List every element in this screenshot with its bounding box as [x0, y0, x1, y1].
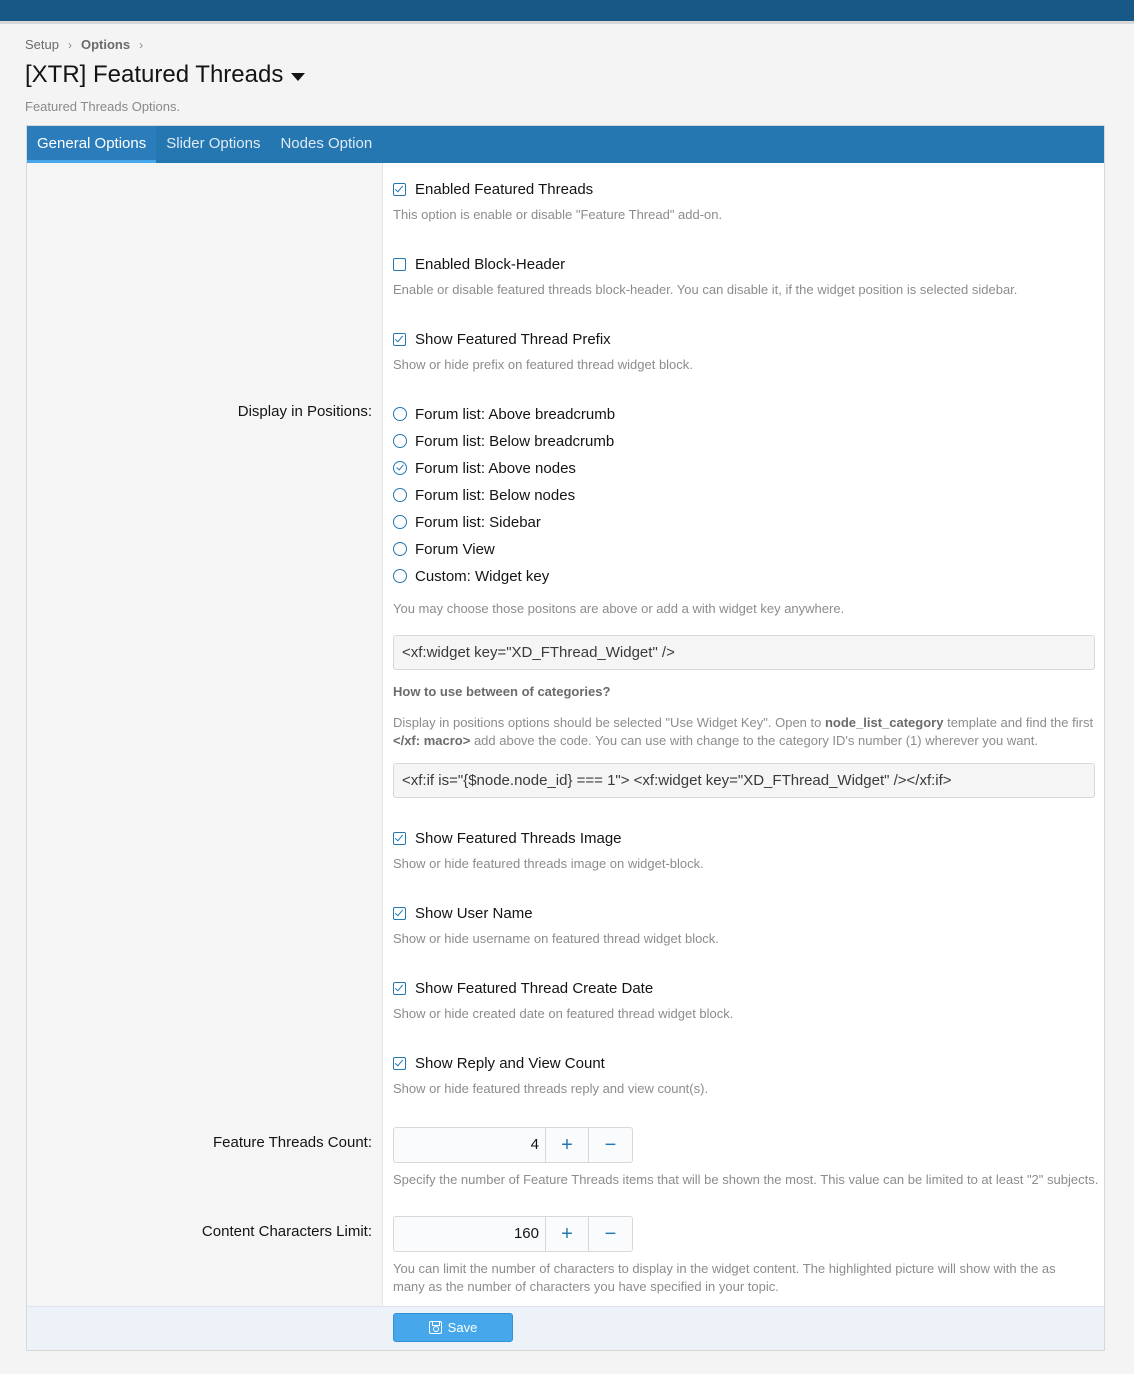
- threads-count-label: Feature Threads Count:: [213, 1134, 372, 1151]
- char-limit-label: Content Characters Limit:: [201, 1223, 372, 1240]
- positions-radio-group: [393, 404, 615, 586]
- enabled-label: Enabled Featured Threads: [415, 180, 594, 198]
- caret-down-icon[interactable]: [291, 73, 305, 81]
- block-header-label: Enabled Block-Header: [415, 255, 566, 273]
- checkbox-checked[interactable]: [393, 1057, 406, 1070]
- counts-label: Show Reply and View Count: [415, 1054, 605, 1072]
- checkbox-checked[interactable]: [393, 333, 406, 346]
- checkbox-checked[interactable]: [393, 183, 406, 196]
- checkbox-checked[interactable]: [393, 982, 406, 995]
- tab-slider-options[interactable]: Slider Options: [166, 135, 261, 152]
- positions-label: Display in Positions:: [237, 403, 372, 420]
- option-counts: [393, 1053, 708, 1098]
- categories-subhead: How to use between of categories?: [393, 684, 611, 699]
- username-hint: Show or hide username on featured thread widget block.: [393, 931, 719, 946]
- options-body: [27, 163, 1104, 1308]
- prefix-label: Show Featured Thread Prefix: [415, 330, 611, 348]
- checkbox-checked[interactable]: [393, 832, 406, 845]
- radio-option-selected[interactable]: [393, 458, 615, 478]
- save-label: Save: [447, 1320, 478, 1335]
- radio-unselected[interactable]: [393, 542, 407, 556]
- hint-text: add above the code. You can use with change to the category ID's number (1) wherever you want.: [470, 733, 1038, 748]
- radio-label: Forum list: Below breadcrumb: [415, 432, 615, 450]
- radio-label: Forum list: Sidebar: [415, 513, 541, 531]
- option-create-date: [393, 978, 733, 1023]
- hint-text: many as the number of characters you have specified in your topic.: [393, 1279, 779, 1294]
- radio-label: Forum list: Above breadcrumb: [415, 405, 616, 423]
- tab-nodes-option[interactable]: Nodes Option: [280, 135, 373, 152]
- form-footer: [27, 1306, 1104, 1350]
- chevron-right-icon: ›: [139, 37, 144, 52]
- hint-macro-tag: </xf: macro>: [393, 733, 471, 748]
- radio-label: Custom: Widget key: [415, 567, 550, 585]
- option-username: [393, 903, 719, 948]
- threads-count-hint: Specify the number of Feature Threads items that will be shown the most. This value can be limited to at least "2" subjects.: [393, 1172, 1099, 1187]
- block-header-hint: Enable or disable featured threads block-header. You can disable it, if the widget position is selected sidebar.: [393, 282, 1018, 297]
- prefix-checkbox-row[interactable]: [393, 329, 693, 349]
- label-column: [27, 163, 383, 1308]
- radio-unselected[interactable]: [393, 569, 407, 583]
- positions-hint: You may choose those positons are above or add a with widget key anywhere.: [393, 601, 845, 616]
- create-date-checkbox-row[interactable]: [393, 978, 733, 998]
- radio-option[interactable]: [393, 512, 615, 532]
- radio-unselected[interactable]: [393, 434, 407, 448]
- radio-option[interactable]: [393, 431, 615, 451]
- top-bar: [0, 0, 1134, 24]
- radio-option[interactable]: [393, 404, 615, 424]
- radio-label: Forum list: Below nodes: [415, 486, 576, 504]
- breadcrumb-options[interactable]: Options: [80, 37, 131, 52]
- radio-option[interactable]: [393, 566, 615, 586]
- widget-code-box[interactable]: [393, 635, 1095, 670]
- char-limit-input[interactable]: 160: [394, 1217, 546, 1251]
- save-button[interactable]: [393, 1313, 513, 1342]
- options-block: [26, 125, 1105, 1351]
- char-limit-field: [393, 1216, 1095, 1296]
- widget-code-text[interactable]: <xf:widget key="XD_FThread_Widget" />: [393, 635, 1095, 670]
- hint-text: Display in positions options should be selected "Use Widget Key". Open to: [393, 715, 825, 730]
- radio-selected[interactable]: [393, 461, 407, 475]
- create-date-hint: Show or hide created date on featured thread widget block.: [393, 1006, 734, 1021]
- option-block-header: [393, 254, 1017, 299]
- threads-count-stepper[interactable]: [393, 1127, 633, 1163]
- radio-unselected[interactable]: [393, 488, 407, 502]
- radio-unselected[interactable]: [393, 515, 407, 529]
- save-icon: [429, 1321, 442, 1334]
- create-date-label: Show Featured Thread Create Date: [415, 979, 654, 997]
- block-header-checkbox-row[interactable]: [393, 254, 1017, 274]
- chevron-right-icon: ›: [67, 37, 72, 52]
- radio-label: Forum list: Above nodes: [415, 459, 576, 477]
- option-prefix: [393, 329, 693, 374]
- image-checkbox-row[interactable]: [393, 828, 704, 848]
- prefix-hint: Show or hide prefix on featured thread widget block.: [393, 357, 693, 372]
- radio-unselected[interactable]: [393, 407, 407, 421]
- image-hint: Show or hide featured threads image on widget-block.: [393, 856, 704, 871]
- categories-hint: [393, 714, 1095, 750]
- plus-icon[interactable]: +: [546, 1217, 589, 1251]
- minus-icon[interactable]: −: [604, 1222, 617, 1245]
- counts-hint: Show or hide featured threads reply and view count(s).: [393, 1081, 709, 1096]
- hint-text: You can limit the number of characters to display in the widget content. The highlighted picture will show with the as: [393, 1261, 1056, 1276]
- checkbox-unchecked[interactable]: [393, 258, 406, 271]
- threads-count-input[interactable]: 4: [394, 1128, 546, 1162]
- username-checkbox-row[interactable]: [393, 903, 719, 923]
- counts-checkbox-row[interactable]: [393, 1053, 708, 1073]
- radio-label: Forum View: [415, 540, 495, 558]
- username-label: Show User Name: [415, 904, 533, 922]
- char-limit-stepper[interactable]: [393, 1216, 633, 1252]
- hint-text: template and find the first: [943, 715, 1094, 730]
- radio-option[interactable]: [393, 485, 615, 505]
- checkbox-checked[interactable]: [393, 907, 406, 920]
- enabled-checkbox-row[interactable]: [393, 179, 722, 199]
- hint-template-name: node_list_category: [824, 715, 944, 730]
- page-description: Featured Threads Options.: [25, 99, 181, 114]
- tab-bar: [27, 126, 1104, 163]
- page-title[interactable]: [25, 61, 305, 89]
- char-limit-hint: [393, 1260, 1095, 1296]
- breadcrumb: [25, 37, 143, 52]
- enabled-hint: This option is enable or disable "Feature Thread" add-on.: [393, 207, 723, 222]
- category-code-box[interactable]: [393, 763, 1095, 798]
- image-label: Show Featured Threads Image: [415, 829, 622, 847]
- radio-option[interactable]: [393, 539, 615, 559]
- breadcrumb-setup[interactable]: Setup: [25, 37, 59, 52]
- threads-count-field: [393, 1127, 1098, 1189]
- minus-icon[interactable]: −: [604, 1133, 617, 1156]
- category-code-text[interactable]: <xf:if is="{$node.node_id} === 1"> <xf:widget key="XD_FThread_Widget" /></xf:if>: [393, 763, 1095, 798]
- plus-icon[interactable]: +: [546, 1128, 589, 1162]
- tab-general-options[interactable]: General Options: [27, 126, 156, 163]
- option-image: [393, 828, 704, 873]
- page-title-text: [XTR] Featured Threads: [25, 61, 284, 88]
- option-enabled: [393, 179, 722, 224]
